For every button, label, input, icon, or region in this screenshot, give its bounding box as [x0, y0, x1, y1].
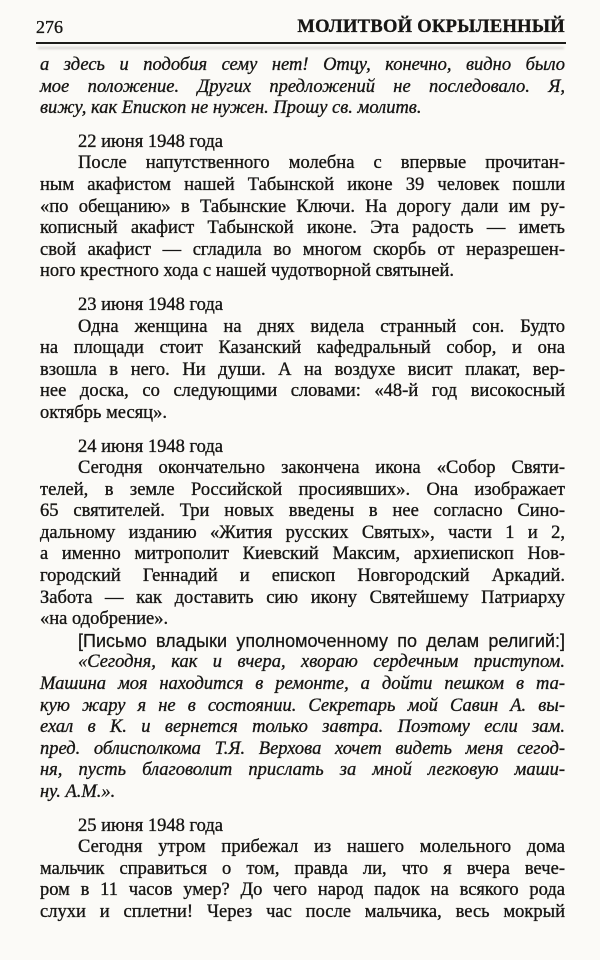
paragraph — [40, 652, 565, 803]
text-line: дальному изданию «Жития русских Святых», части 1 и 2, — [40, 522, 565, 543]
text-line: кописный акафист Табынской иконе. Эта радость — иметь — [40, 218, 565, 239]
text-line: слухи и сплетни! Через час после мальчика, весь мокрый — [40, 901, 565, 922]
page-body — [0, 44, 600, 924]
text-line: ня, пусть благоволит прислать за мной легковую маши- — [40, 760, 565, 781]
running-title: МОЛИТВОЙ ОКРЫЛЕННЫЙ — [297, 17, 565, 37]
text-line: вижу, как Епископ не нужен. Прошу св. молитв. — [40, 98, 422, 119]
text-line: Забота — как доставить сию икону Святейшему Патриарху — [40, 587, 565, 608]
header-rule — [36, 42, 566, 44]
paragraph — [40, 153, 565, 283]
text-line: а именно митрополит Киевский Максим, архиепископ Нов- — [40, 544, 565, 565]
text-line: ного крестного хода с нашей чудотворной святыней. — [40, 261, 454, 282]
page-number: 276 — [36, 17, 63, 37]
text-line: ром в 11 часов умер? До чего народ падок на всякого рода — [40, 880, 565, 901]
text-line: нее доска, со следующими словами: «48-й год високосный — [40, 381, 565, 402]
date-heading: 24 июня 1948 года — [78, 436, 223, 457]
text-line: «по обещанию» в Табынские Ключи. На дорогу дали им ру- — [40, 196, 565, 217]
text-line: После напутственного молебна с впервые прочитан- — [78, 153, 565, 174]
text-line: кую жару я не в состоянии. Секретарь мой Савин А. вы- — [40, 695, 565, 716]
date-heading: 22 июня 1948 года — [78, 131, 223, 152]
paragraph — [40, 631, 565, 653]
date-heading: 23 июня 1948 года — [78, 294, 223, 315]
text-line: Одна женщина на днях видела странный сон. Будто — [78, 316, 565, 337]
text-line: свой акафист — сгладила во многом скорбь от неразрешен- — [40, 239, 565, 260]
text-line: [Письмо владыки уполномоченному по делам религий:] — [78, 630, 565, 651]
text-line: Машина моя находится в ремонте, а дойти пешком в та- — [40, 674, 565, 695]
text-line: «на одобрение». — [40, 609, 169, 630]
paragraph — [40, 317, 565, 425]
paragraph — [40, 55, 565, 120]
text-line: взошла в него. Ни души. А на воздухе висит плакат, вер- — [40, 359, 565, 380]
text-line: 65 святителей. Три новых введены в нее согласно Сино- — [40, 501, 565, 522]
paragraph — [40, 458, 565, 631]
text-line: мое положение. Других предложений не последовало. Я, — [40, 76, 565, 97]
text-line: ным акафистом нашей Табынской иконе 39 человек пошли — [40, 174, 565, 195]
text-line: телей, в земле Российской просиявших». Она изображает — [40, 479, 565, 500]
paragraph — [40, 837, 565, 923]
text-line: городский Геннадий и епископ Новгородский Аркадий. — [40, 566, 565, 587]
text-line: мальчик справиться о том, правда ли, что я вчера вече- — [40, 858, 565, 879]
text-line: октябрь месяц». — [40, 402, 167, 423]
text-line: Сегодня утром прибежал из нашего молельного дома — [78, 837, 565, 858]
text-line: «Сегодня, как и вчера, хвораю сердечным приступом. — [78, 652, 565, 673]
running-head — [0, 0, 600, 38]
text-line: ехал в К. и вернется только завтра. Поэтому если зам. — [40, 717, 565, 738]
date-heading: 25 июня 1948 года — [78, 815, 223, 836]
text-line: на площади стоит Казанский кафедральный собор, и она — [40, 338, 565, 359]
text-line: а здесь и подобия сему нет! Отцу, конечно, видно было — [40, 55, 565, 75]
text-line: ну. А.М.». — [40, 782, 116, 802]
text-line: Сегодня окончательно закончена икона «Собор Святи- — [78, 458, 565, 479]
text-line: пред. облисполкома Т.Я. Верхова хочет видеть меня сегод- — [40, 738, 565, 759]
